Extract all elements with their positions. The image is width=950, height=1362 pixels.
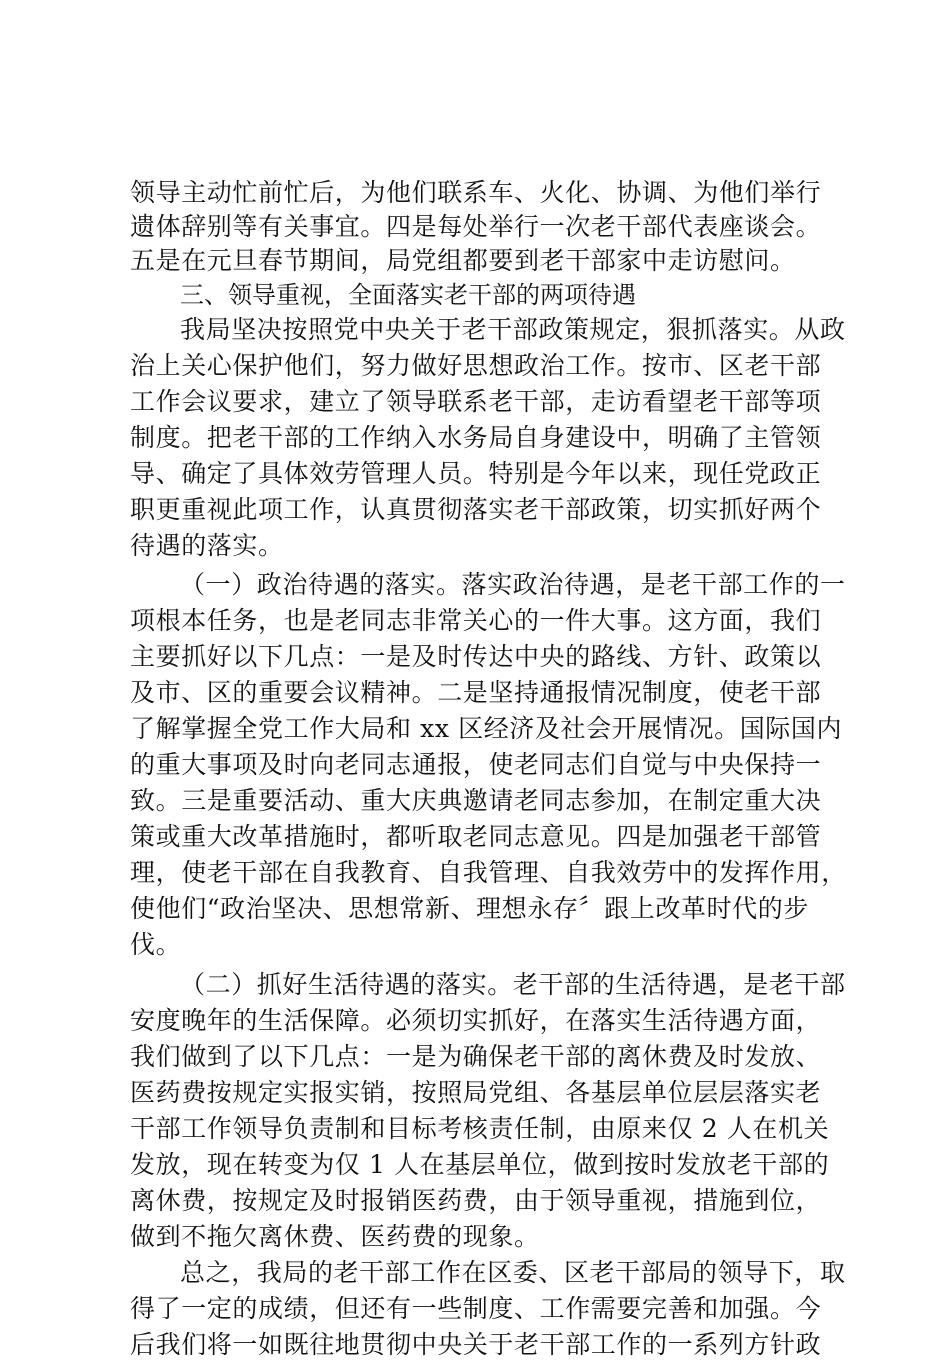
- text-line: 理，使老干部在自我教育、自我管理、自我效劳中的发挥作用，: [130, 858, 847, 887]
- text-line: 干部工作领导负责制和目标考核责任制，由原来仅 2 人在机关: [130, 1114, 830, 1143]
- text-line: 总之，我局的老干部工作在区委、区老干部局的领导下，取: [180, 1258, 846, 1287]
- text-line: 职更重视此项工作，认真贯彻落实老干部政策，切实抓好两个: [130, 495, 822, 524]
- text-line: 工作会议要求，建立了领导联系老干部，走访看望老干部等项: [130, 387, 822, 416]
- text-line: 项根本任务，也是老同志非常关心的一件大事。这方面，我们: [130, 606, 822, 635]
- text-line: 后我们将一如既往地贯彻中央关于老干部工作的一系列方针政: [130, 1330, 822, 1359]
- text-line: 策或重大改革措施时，都听取老同志意见。四是加强老干部管: [130, 822, 822, 851]
- subsection-heading: （二）抓好生活待遇的落实。老干部的生活待遇，是老干部: [180, 970, 846, 999]
- text-line: 我们做到了以下几点：一是为确保老干部的离休费及时发放、: [130, 1042, 822, 1071]
- text-line: 致。三是重要活动、重大庆典邀请老同志参加，在制定重大决: [130, 786, 822, 815]
- text-line: 做到不拖欠离休费、医药费的现象。: [130, 1222, 540, 1251]
- text-line: 治上关心保护他们，努力做好思想政治工作。按市、区老干部: [130, 351, 822, 380]
- subsection-heading: （一）政治待遇的落实。落实政治待遇，是老干部工作的一: [180, 570, 846, 599]
- text-line: 及市、区的重要会议精神。二是坚持通报情况制度，使老干部: [130, 678, 822, 707]
- text-line: 的重大事项及时向老同志通报，使老同志们自觉与中央保持一: [130, 750, 822, 779]
- text-line: 遗体辞别等有关事宜。四是每处举行一次老干部代表座谈会。: [130, 212, 822, 241]
- text-line: 发放，现在转变为仅 1 人在基层单位，做到按时发放老干部的: [130, 1150, 830, 1179]
- text-line: 待遇的落实。: [130, 531, 284, 560]
- text-line: 安度晚年的生活保障。必须切实抓好，在落实生活待遇方面，: [130, 1006, 822, 1035]
- text-line: 伐。: [130, 930, 182, 959]
- text-line: 得了一定的成绩，但还有一些制度、工作需要完善和加强。今: [130, 1294, 822, 1323]
- section-heading: 三、领导重视，全面落实老干部的两项待遇: [180, 281, 636, 309]
- text-line: 了解掌握全党工作大局和 xx 区经济及社会开展情况。国际国内: [130, 714, 843, 743]
- text-line: 医药费按规定实报实销，按照局党组、各基层单位层层落实老: [130, 1078, 822, 1107]
- text-line: 离休费，按规定及时报销医药费，由于领导重视，措施到位，: [130, 1186, 822, 1215]
- text-line: 制度。把老干部的工作纳入水务局自身建设中，明确了主管领: [130, 423, 822, 452]
- text-line: 主要抓好以下几点：一是及时传达中央的路线、方针、政策以: [130, 642, 822, 671]
- text-line: 导、确定了具体效劳管理人员。特别是今年以来，现任党政正: [130, 459, 822, 488]
- text-line: 五是在元旦春节期间，局党组都要到老干部家中走访慰问。: [130, 246, 796, 275]
- text-line: 领导主动忙前忙后，为他们联系车、火化、协调、为他们举行: [130, 178, 822, 207]
- text-line: 我局坚决按照党中央关于老干部政策规定，狠抓落实。从政: [180, 315, 846, 344]
- text-line: 使他们“政治坚决、思想常新、理想永存〞跟上改革时代的步: [130, 894, 809, 923]
